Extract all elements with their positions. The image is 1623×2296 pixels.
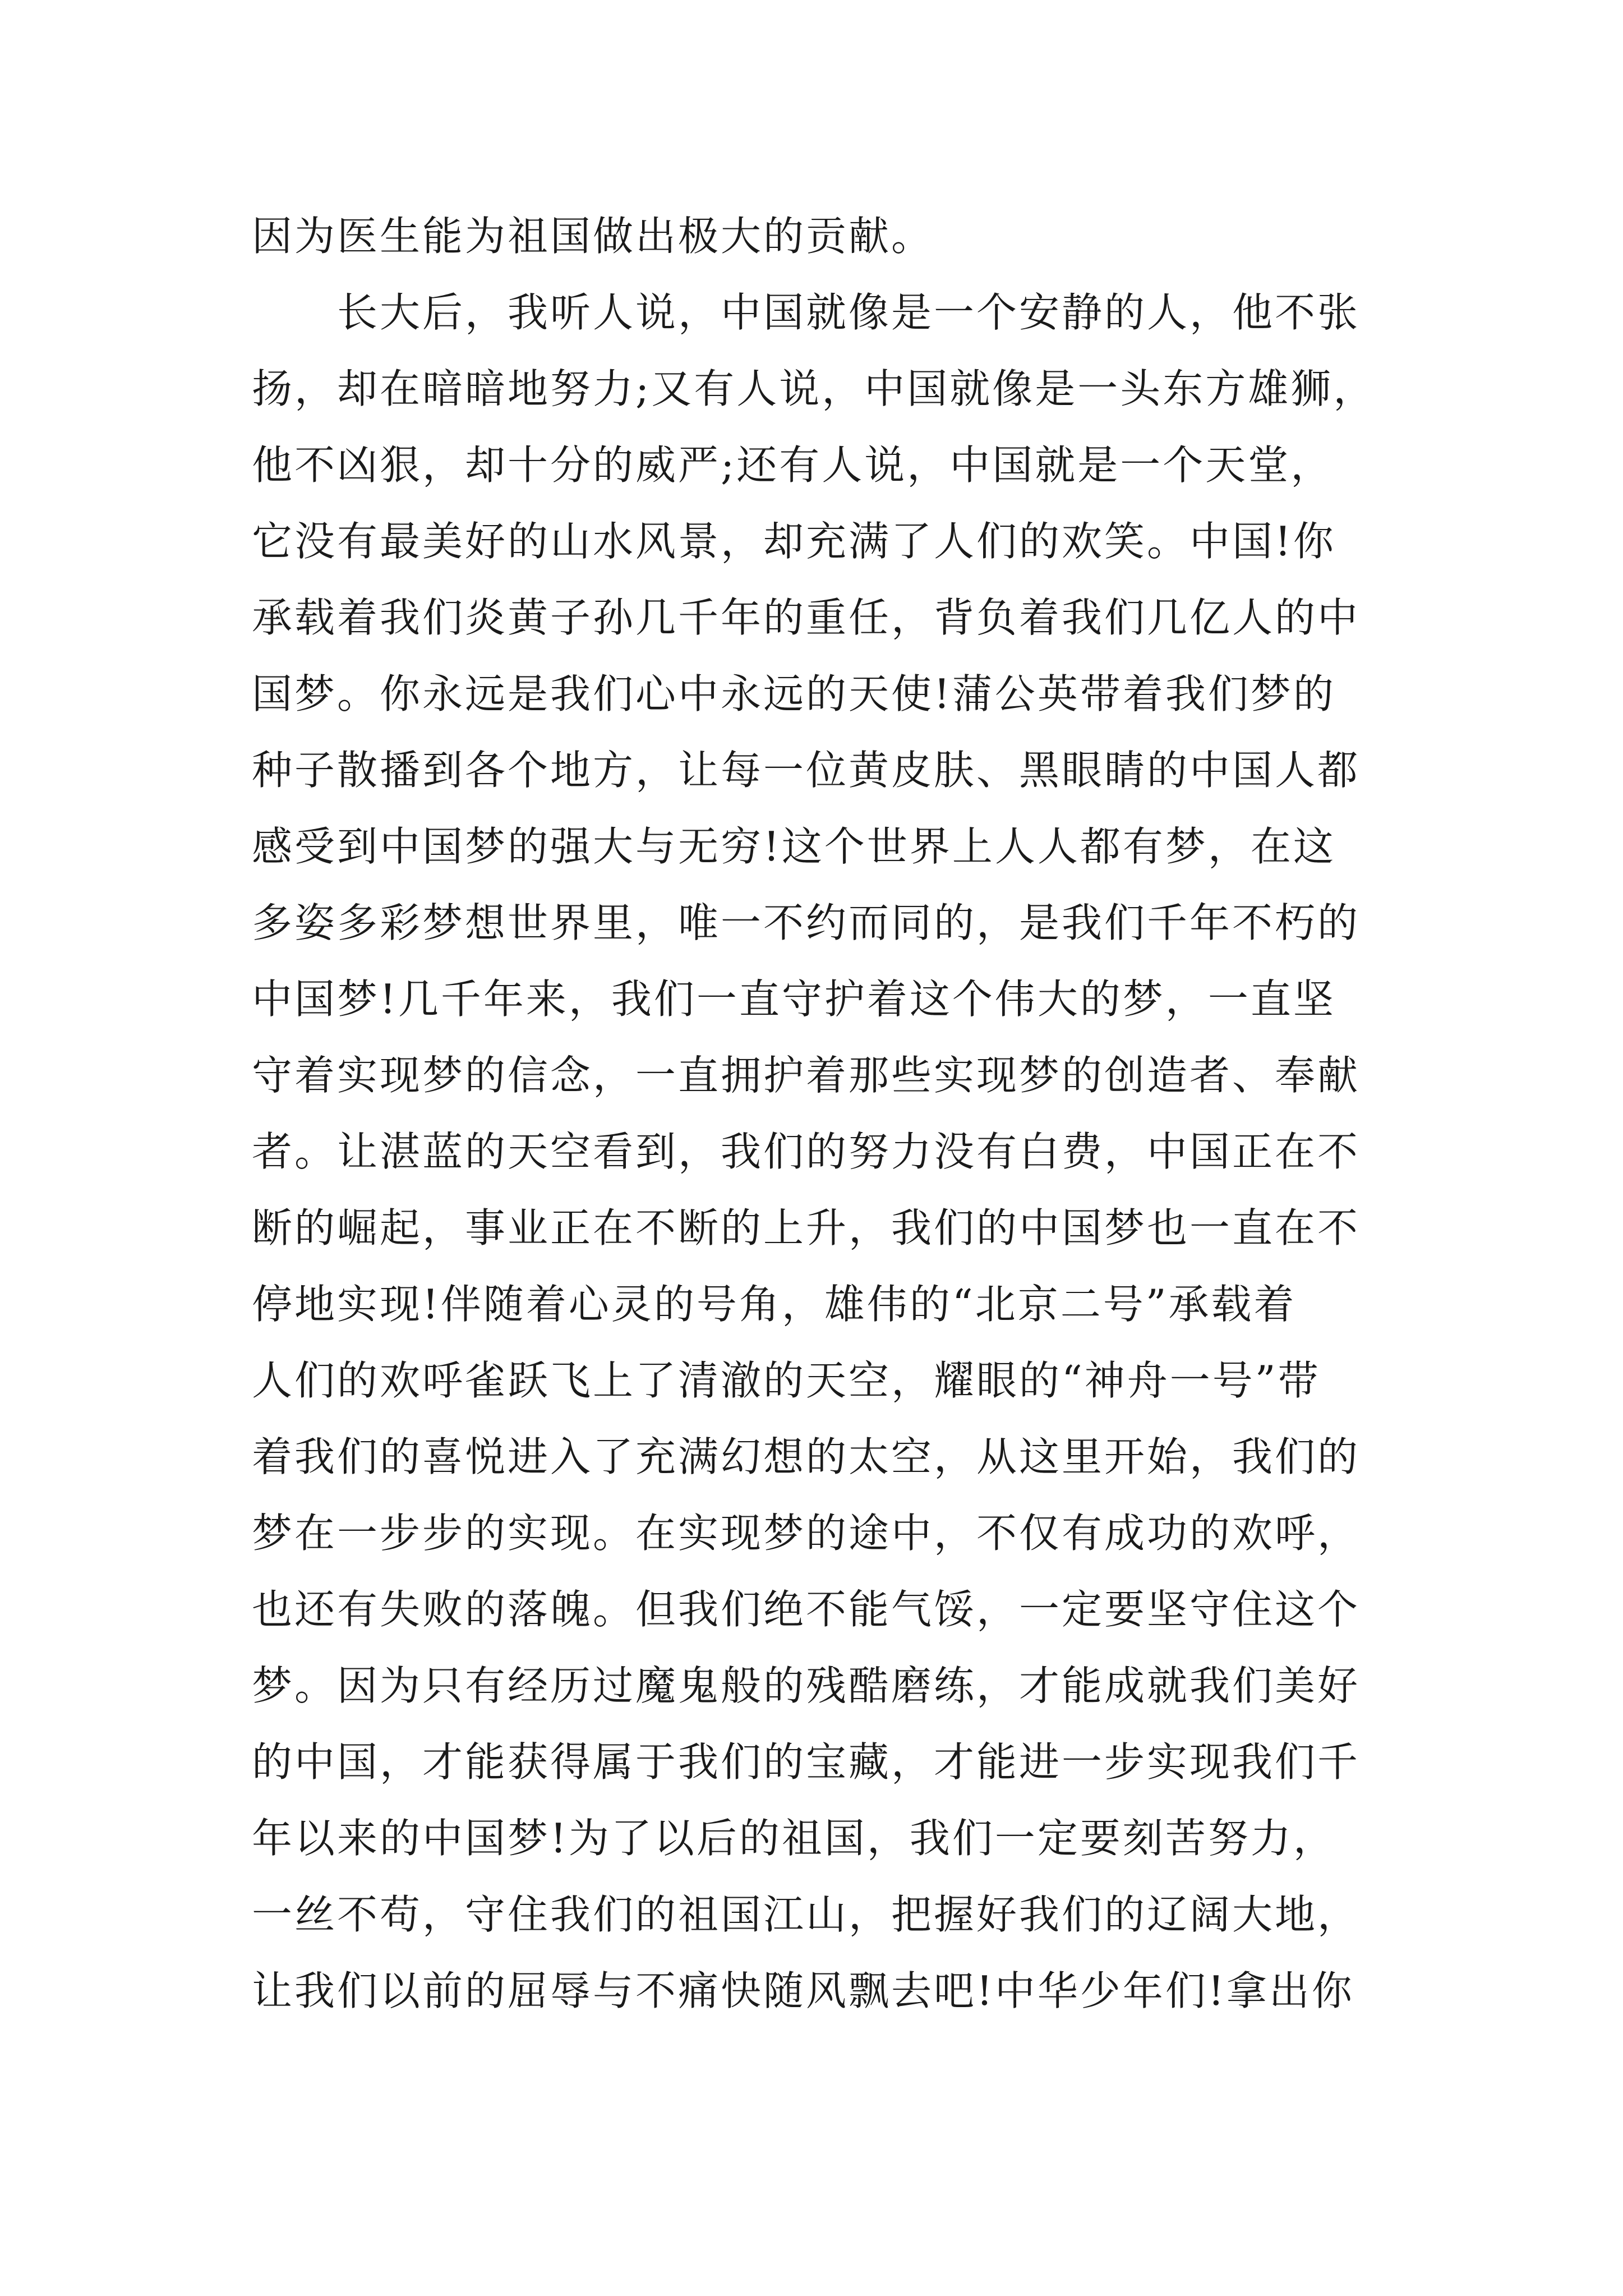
text-line-18: 梦在一步步的实现。在实现梦的途中，不仅有成功的欢呼， (252, 1510, 1361, 1557)
text-line-14: 断的崛起，事业正在不断的上升，我们的中国梦也一直在不 (252, 1204, 1361, 1251)
text-line-10: 多姿多彩梦想世界里，唯一不约而同的，是我们千年不朽的 (252, 899, 1361, 946)
text-line-5: 它没有最美好的山水风景，却充满了人们的欢笑。中国!你 (252, 518, 1336, 565)
text-line-15: 停地实现!伴随着心灵的号角，雄伟的“北京二号”承载着 (252, 1281, 1297, 1328)
text-line-19: 也还有失败的落魄。但我们绝不能气馁，一定要坚守住这个 (252, 1586, 1361, 1633)
text-line-6: 承载着我们炎黄子孙几千年的重任，背负着我们几亿人的中 (252, 594, 1361, 641)
text-line-13: 者。让湛蓝的天空看到，我们的努力没有白费，中国正在不 (252, 1128, 1361, 1175)
text-line-20: 梦。因为只有经历过魔鬼般的残酷磨练，才能成就我们美好 (252, 1662, 1361, 1709)
text-line-2: 长大后，我听人说，中国就像是一个安静的人，他不张 (252, 289, 1361, 336)
text-line-24: 让我们以前的屈辱与不痛快随风飘去吧!中华少年们!拿出你 (252, 1967, 1354, 2014)
text-line-22: 年以来的中国梦!为了以后的祖国，我们一定要刻苦努力， (252, 1815, 1336, 1862)
text-line-21: 的中国，才能获得属于我们的宝藏，才能进一步实现我们千 (252, 1738, 1361, 1786)
text-line-1: 因为医生能为祖国做出极大的贡献。 (252, 213, 934, 260)
text-line-9: 感受到中国梦的强大与无穷!这个世界上人人都有梦，在这 (252, 823, 1336, 870)
text-line-23: 一丝不苟，守住我们的祖国江山，把握好我们的辽阔大地， (252, 1891, 1361, 1938)
text-line-3: 扬，却在暗暗地努力;又有人说，中国就像是一头东方雄狮， (252, 365, 1376, 412)
text-line-7: 国梦。你永远是我们心中永远的天使!蒲公英带着我们梦的 (252, 670, 1336, 717)
text-line-16: 人们的欢呼雀跃飞上了清澈的天空，耀眼的“神舟一号”带 (252, 1357, 1321, 1404)
text-line-11: 中国梦!几千年来，我们一直守护着这个伟大的梦，一直坚 (252, 976, 1336, 1023)
text-line-4: 他不凶狠，却十分的威严;还有人说，中国就是一个天堂， (252, 441, 1334, 489)
text-line-17: 着我们的喜悦进入了充满幻想的太空，从这里开始，我们的 (252, 1433, 1361, 1480)
body-text (252, 208, 1396, 2039)
text-line-12: 守着实现梦的信念，一直拥护着那些实现梦的创造者、奉献 (252, 1052, 1361, 1099)
text-line-8: 种子散播到各个地方，让每一位黄皮肤、黑眼睛的中国人都 (252, 747, 1361, 794)
